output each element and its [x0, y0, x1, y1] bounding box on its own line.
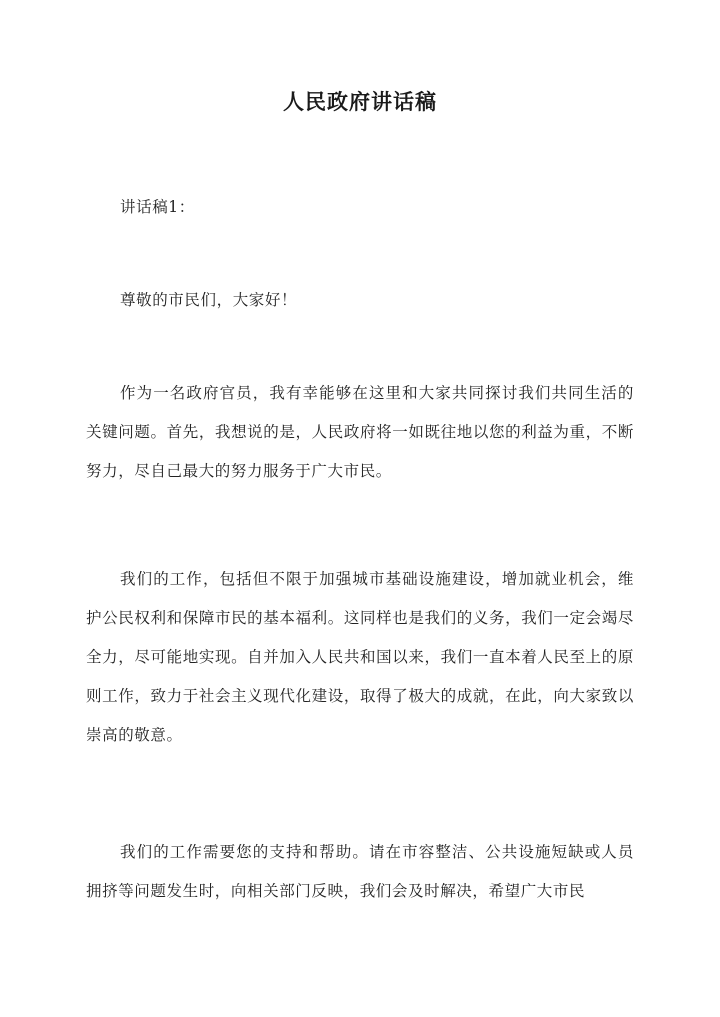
- body-paragraph-3: 我们的工作需要您的支持和帮助。请在市容整洁、公共设施短缺或人员拥挤等问题发生时，向相关部门反映，我们会及时解决，希望广大市民: [86, 843, 634, 900]
- greeting-paragraph: 尊敬的市民们，大家好！: [120, 291, 298, 309]
- body-paragraph-2: 我们的工作，包括但不限于加强城市基础设施建设，增加就业机会，维护公民权利和保障市民的基本福利。这同样也是我们的义务，我们一定会竭尽全力，尽可能地实现。自并加入人民共和国以来，我们一直本着人民至上的原则工作，致力于社会主义现代化建设，取得了极大的成就，在此，向大家致以崇高的敬意。: [86, 570, 634, 744]
- body-paragraph-1: 作为一名政府官员，我有幸能够在这里和大家共同探讨我们共同生活的关键问题。首先，我想说的是，人民政府将一如既往地以您的利益为重，不断努力，尽自己最大的努力服务于广大市民。: [86, 384, 634, 480]
- document-title: 人民政府讲话稿: [283, 89, 437, 114]
- speech-label: 讲话稿1：: [120, 198, 195, 216]
